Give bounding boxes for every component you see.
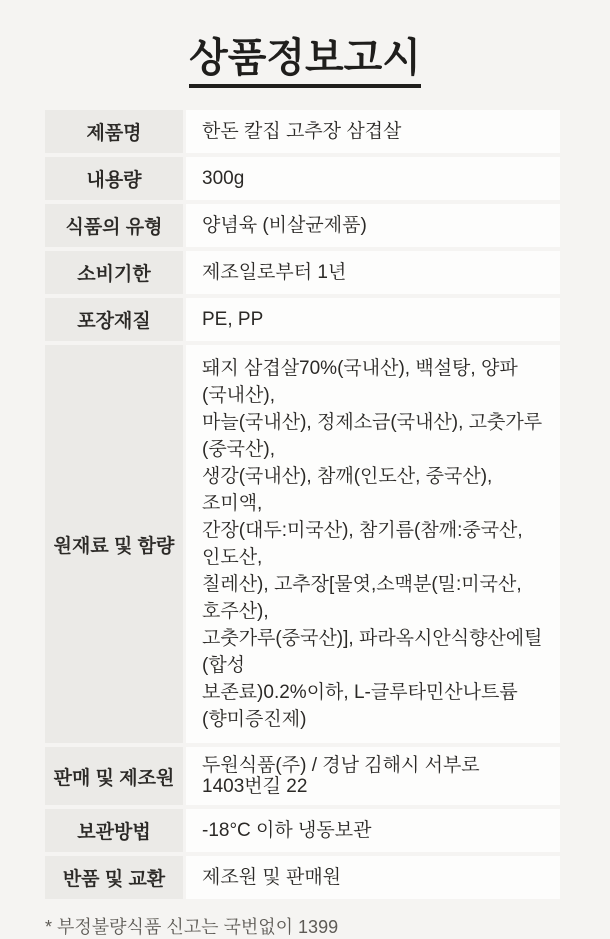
row-label: 소비기한	[45, 251, 183, 294]
ingredients-line: 칠레산), 고추장[물엿,소맥분(밀:미국산,호주산),	[202, 574, 522, 622]
table-row-seller-manufacturer	[45, 747, 560, 805]
ingredients-line: 간장(대두:미국산), 참기름(참깨:중국산,인도산,	[202, 520, 523, 568]
ingredients-line: 마늘(국내산), 정제소금(국내산), 고춧가루(중국산),	[202, 412, 543, 460]
table-row-expiration	[45, 251, 560, 294]
row-label: 제품명	[45, 110, 183, 153]
row-label: 내용량	[45, 157, 183, 200]
ingredients-line: 생강(국내산), 참깨(인도산, 중국산), 조미액,	[202, 466, 493, 514]
row-value: 제조원 및 판매원	[186, 856, 560, 899]
row-label: 판매 및 제조원	[45, 747, 183, 805]
page-title-text: 상품정보고시	[189, 37, 421, 88]
ingredients-line: 돼지 삼겹살70%(국내산), 백설탕, 양파(국내산),	[202, 358, 518, 406]
table-row-packaging	[45, 298, 560, 341]
row-value: 한돈 칼집 고추장 삼겹살	[186, 110, 560, 153]
page-title	[0, 0, 610, 88]
row-label: 식품의 유형	[45, 204, 183, 247]
row-label: 반품 및 교환	[45, 856, 183, 899]
table-row-storage	[45, 809, 560, 852]
table-row-ingredients	[45, 345, 560, 743]
row-value: -18°C 이하 냉동보관	[186, 809, 560, 852]
table-row-product-name	[45, 110, 560, 153]
row-label: 원재료 및 함량	[45, 345, 183, 743]
row-label: 보관방법	[45, 809, 183, 852]
row-value: 300g	[186, 157, 560, 200]
footer-note: * 부정불량식품 신고는 국번없이 1399	[45, 917, 339, 937]
table-row-food-type	[45, 204, 560, 247]
table-row-net-content	[45, 157, 560, 200]
ingredients-line: 고춧가루(중국산)], 파라옥시안식향산에틸(합성	[202, 628, 543, 676]
row-value: 두원식품(주) / 경남 김해시 서부로 1403번길 22	[186, 747, 560, 805]
row-value: 제조일로부터 1년	[186, 251, 560, 294]
row-value	[186, 345, 560, 743]
row-label: 포장재질	[45, 298, 183, 341]
ingredients-line: 보존료)0.2%이하, L-글루타민산나트륨(향미증진제)	[202, 682, 518, 730]
table-row-returns	[45, 856, 560, 899]
product-info-table	[42, 106, 563, 903]
row-value: PE, PP	[186, 298, 560, 341]
row-value: 양념육 (비살균제품)	[186, 204, 560, 247]
